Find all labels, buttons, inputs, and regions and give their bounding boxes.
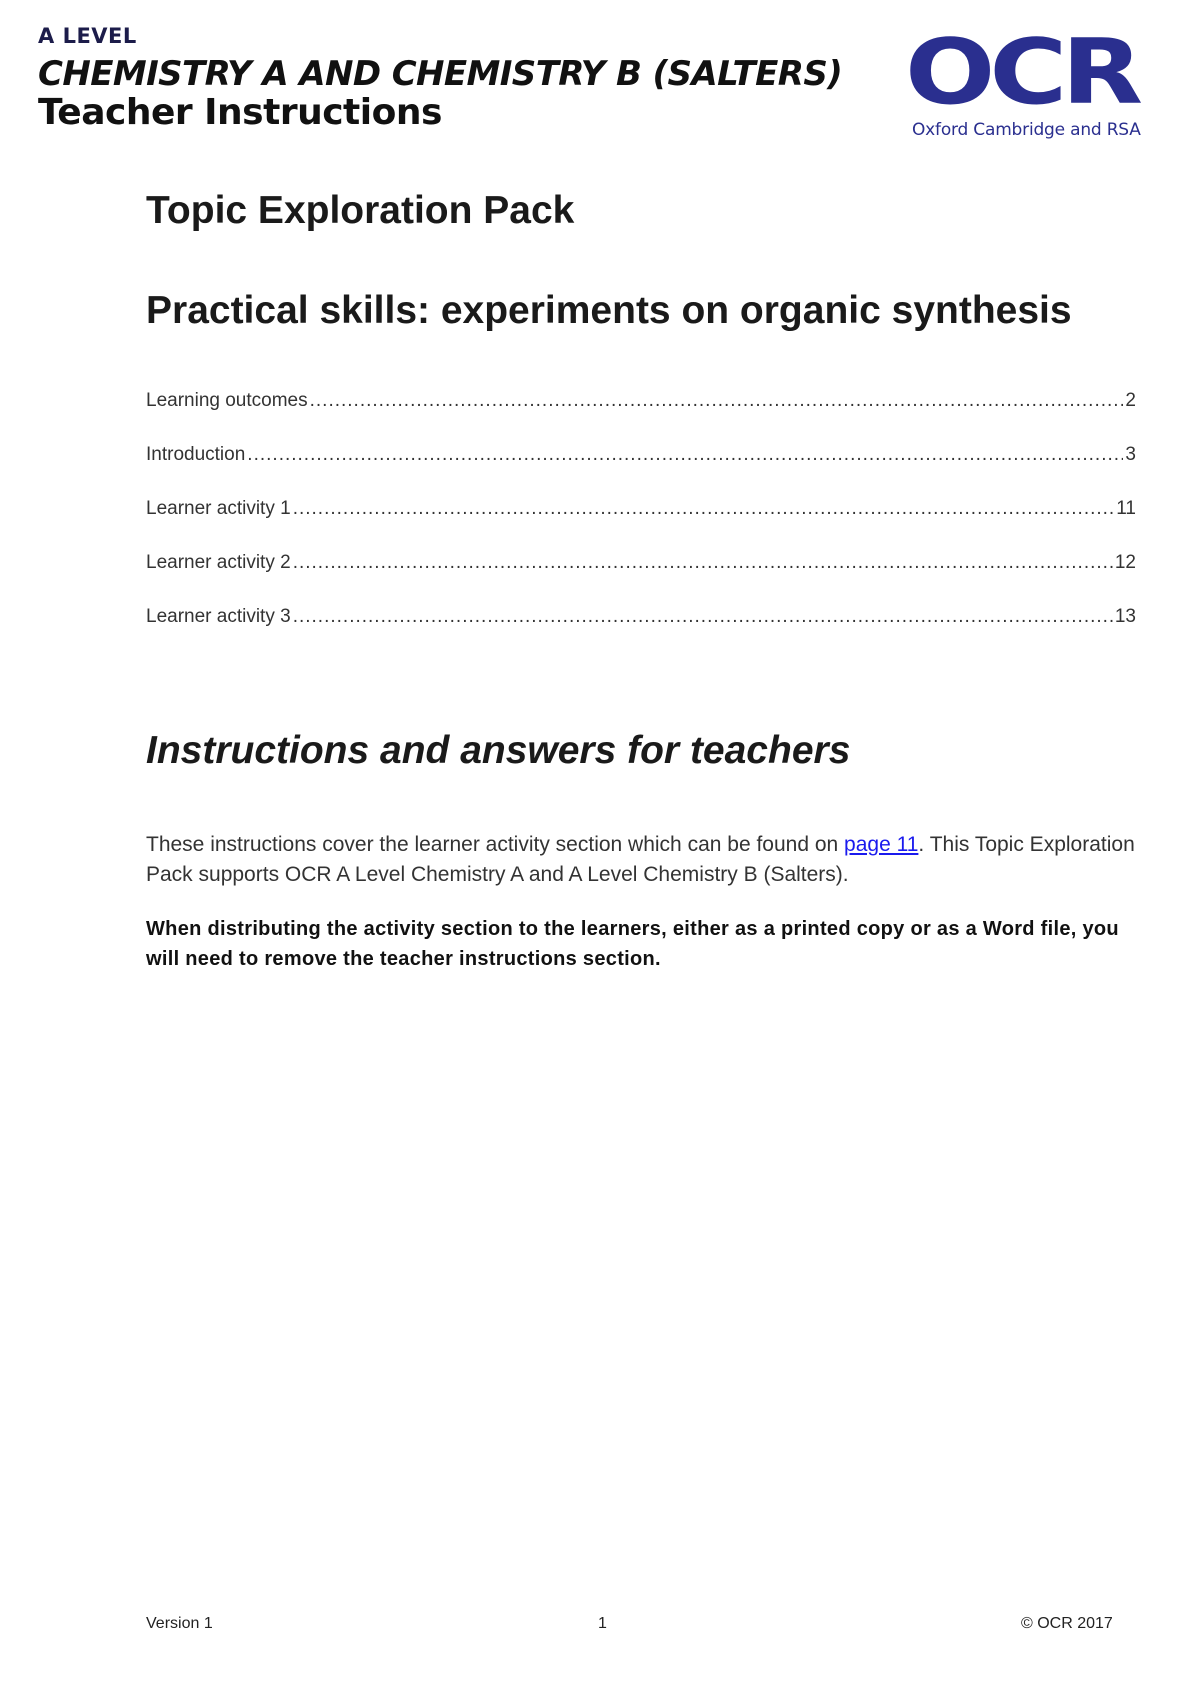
topic-title: Practical skills: experiments on organic synthesis [146, 289, 1072, 332]
toc-entry-page: 2 [1125, 390, 1136, 411]
section-heading: Instructions and answers for teachers [146, 729, 851, 772]
ocr-logo [905, 20, 1165, 142]
document-type-label: Teacher Instructions [38, 92, 442, 133]
toc-entry-page: 11 [1116, 498, 1136, 519]
footer-page-number: 1 [598, 1615, 607, 1632]
subject-label: CHEMISTRY A AND CHEMISTRY B (SALTERS) [38, 54, 843, 94]
table-of-contents [146, 390, 1136, 660]
toc-entry-page: 12 [1114, 552, 1136, 573]
toc-entry-learner-activity-1[interactable] [146, 498, 1136, 552]
page-11-link[interactable]: page 11 [844, 833, 919, 856]
pack-title: Topic Exploration Pack [146, 189, 575, 232]
footer-copyright: © OCR 2017 [1021, 1615, 1113, 1632]
toc-entry-label: Learning outcomes [146, 390, 308, 411]
ocr-logo-subtitle: Oxford Cambridge and RSA [912, 120, 1141, 140]
toc-entry-learner-activity-3[interactable] [146, 606, 1136, 660]
footer-version: Version 1 [146, 1615, 213, 1632]
toc-leader-dots [293, 498, 1115, 520]
toc-entry-label: Learner activity 1 [146, 498, 291, 519]
toc-entry-learner-activity-2[interactable] [146, 552, 1136, 606]
ocr-logo-mark: OCR [905, 20, 1138, 125]
distribution-notice: When distributing the activity section to the learners, either as a printed copy or as a Word file, you will need to remove the teacher instructions section. [146, 918, 1119, 970]
toc-leader-dots [247, 444, 1123, 466]
intro-text-before-link: These instructions cover the learner activity section which can be found on [146, 833, 845, 856]
main-content [146, 188, 1136, 974]
toc-leader-dots [310, 390, 1124, 412]
document-header [38, 20, 842, 133]
toc-entry-label: Introduction [146, 444, 246, 465]
toc-entry-page: 13 [1114, 606, 1136, 627]
intro-paragraph [146, 830, 1136, 890]
toc-entry-page: 3 [1125, 444, 1136, 465]
toc-leader-dots [293, 552, 1113, 574]
toc-entry-learning-outcomes[interactable] [146, 390, 1136, 444]
toc-entry-introduction[interactable] [146, 444, 1136, 498]
intro-text-after-link: . This Topic Exploration Pack supports OCR A Level Chemistry A and A Level Chemistry B (Salters). [146, 833, 1135, 886]
toc-entry-label: Learner activity 3 [146, 606, 291, 627]
toc-leader-dots [293, 606, 1113, 628]
level-label: A LEVEL [38, 24, 137, 48]
toc-entry-label: Learner activity 2 [146, 552, 291, 573]
